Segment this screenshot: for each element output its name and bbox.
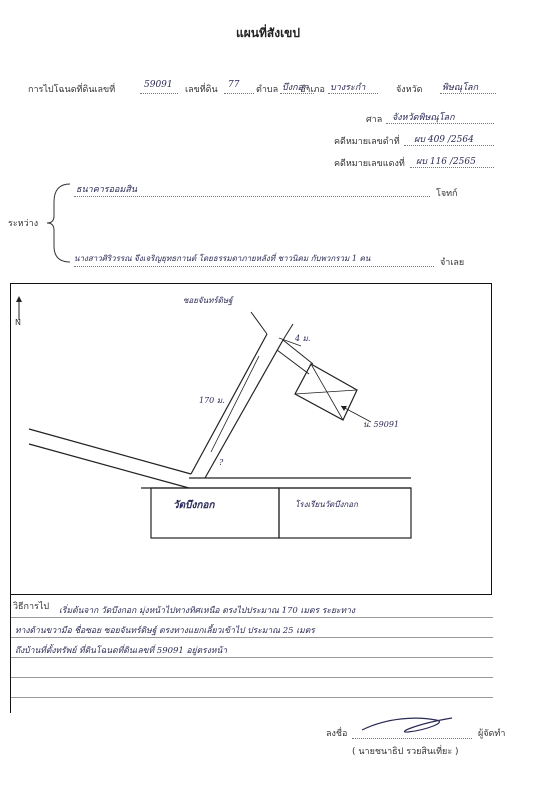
province-label: จังหวัด bbox=[396, 85, 423, 95]
plaintiff-role: โจทก์ bbox=[436, 189, 458, 199]
land-no-label: เลขที่ดิน bbox=[185, 85, 218, 95]
school-box bbox=[279, 488, 411, 538]
north-label: N bbox=[15, 318, 21, 327]
signature-mark bbox=[356, 710, 466, 736]
defendant-role: จำเลย bbox=[440, 258, 465, 268]
school-label: โรงเรียนวัดบึงกอก bbox=[295, 500, 358, 509]
width-label: 4 ม. bbox=[295, 334, 311, 343]
sign-label: ลงชื่อ bbox=[326, 729, 348, 739]
subdistrict-value: บึงกอก bbox=[282, 83, 309, 93]
directions-label: วิธีการไป bbox=[13, 602, 50, 612]
province-value: พิษณุโลก bbox=[442, 83, 479, 93]
soi-right-edge bbox=[205, 340, 283, 478]
signer-name: ( นายชนาธิป รวยสินเที่ยะ ) bbox=[352, 747, 459, 757]
district-label: อำเภอ bbox=[300, 85, 325, 95]
district-value: บางระกำ bbox=[330, 83, 366, 93]
branch-lower bbox=[277, 350, 309, 374]
black-case-value: ผบ 409 /2564 bbox=[414, 135, 474, 145]
directions-section bbox=[10, 593, 493, 713]
red-case-label: คดีหมายเลขแดงที่ bbox=[334, 159, 405, 169]
directions-line-3: ถึงบ้านที่ตั้งทรัพย์ ที่ดินโฉนดที่ดินเลขที่ 59091 อยู่ตรงหน้า bbox=[15, 646, 228, 656]
directions-line-2: ทางด้านขวามือ ชื่อซอย ซอยจันทร์ดิษฐ์ ตรงทางแยกเลี้ยวเข้าไป ประมาณ 25 เมตร bbox=[15, 626, 315, 636]
road-left-upper bbox=[29, 429, 191, 474]
soi-label: ซอยจันทร์ดิษฐ์ bbox=[183, 296, 233, 305]
sketch-map bbox=[11, 284, 491, 594]
role-label: ผู้จัดทำ bbox=[478, 729, 506, 739]
deed-info-row bbox=[28, 80, 498, 96]
parties-brace bbox=[44, 180, 74, 266]
directions-line-1: เริ่มต้นจาก วัดบึงกอก มุ่งหน้าไปทางทิศเหนือ ตรงไปประมาณ 170 เมตร ระยะทาง bbox=[59, 606, 356, 616]
map-frame bbox=[10, 283, 492, 595]
deed-value: 59091 bbox=[144, 80, 173, 90]
defendant-value: นางสาวศิริวรรณ จึงเจริญยุทธกานต์ โดยธรรมดาภายหลังที่ ชาวนิคม กับพวกรวม 1 คน bbox=[74, 254, 371, 263]
plaintiff-value: ธนาคารออมสิน bbox=[76, 185, 137, 195]
between-label: ระหว่าง bbox=[8, 219, 39, 229]
subdistrict-label: ตำบล bbox=[256, 85, 279, 95]
red-case-value: ผบ 116 /2565 bbox=[416, 157, 476, 167]
soi-end-right bbox=[283, 324, 293, 340]
temple-box bbox=[151, 488, 279, 538]
north-arrow-icon bbox=[16, 296, 22, 320]
page-title: แผนที่สังเขป bbox=[236, 26, 300, 40]
black-case-label: คดีหมายเลขดำที่ bbox=[334, 137, 400, 147]
temple-label: วัดบึงกอก bbox=[173, 500, 215, 511]
court-label: ศาล bbox=[366, 115, 383, 125]
question-mark: ? bbox=[219, 458, 224, 467]
soi-end-left bbox=[251, 312, 267, 334]
land-no-value: 77 bbox=[228, 80, 240, 90]
court-value: จังหวัดพิษณุโลก bbox=[392, 113, 455, 123]
distance-label: 170 ม. bbox=[199, 396, 225, 405]
parcel-label: น. 59091 bbox=[363, 420, 400, 429]
deed-label: การไปโฉนดที่ดินเลขที่ bbox=[28, 85, 116, 95]
